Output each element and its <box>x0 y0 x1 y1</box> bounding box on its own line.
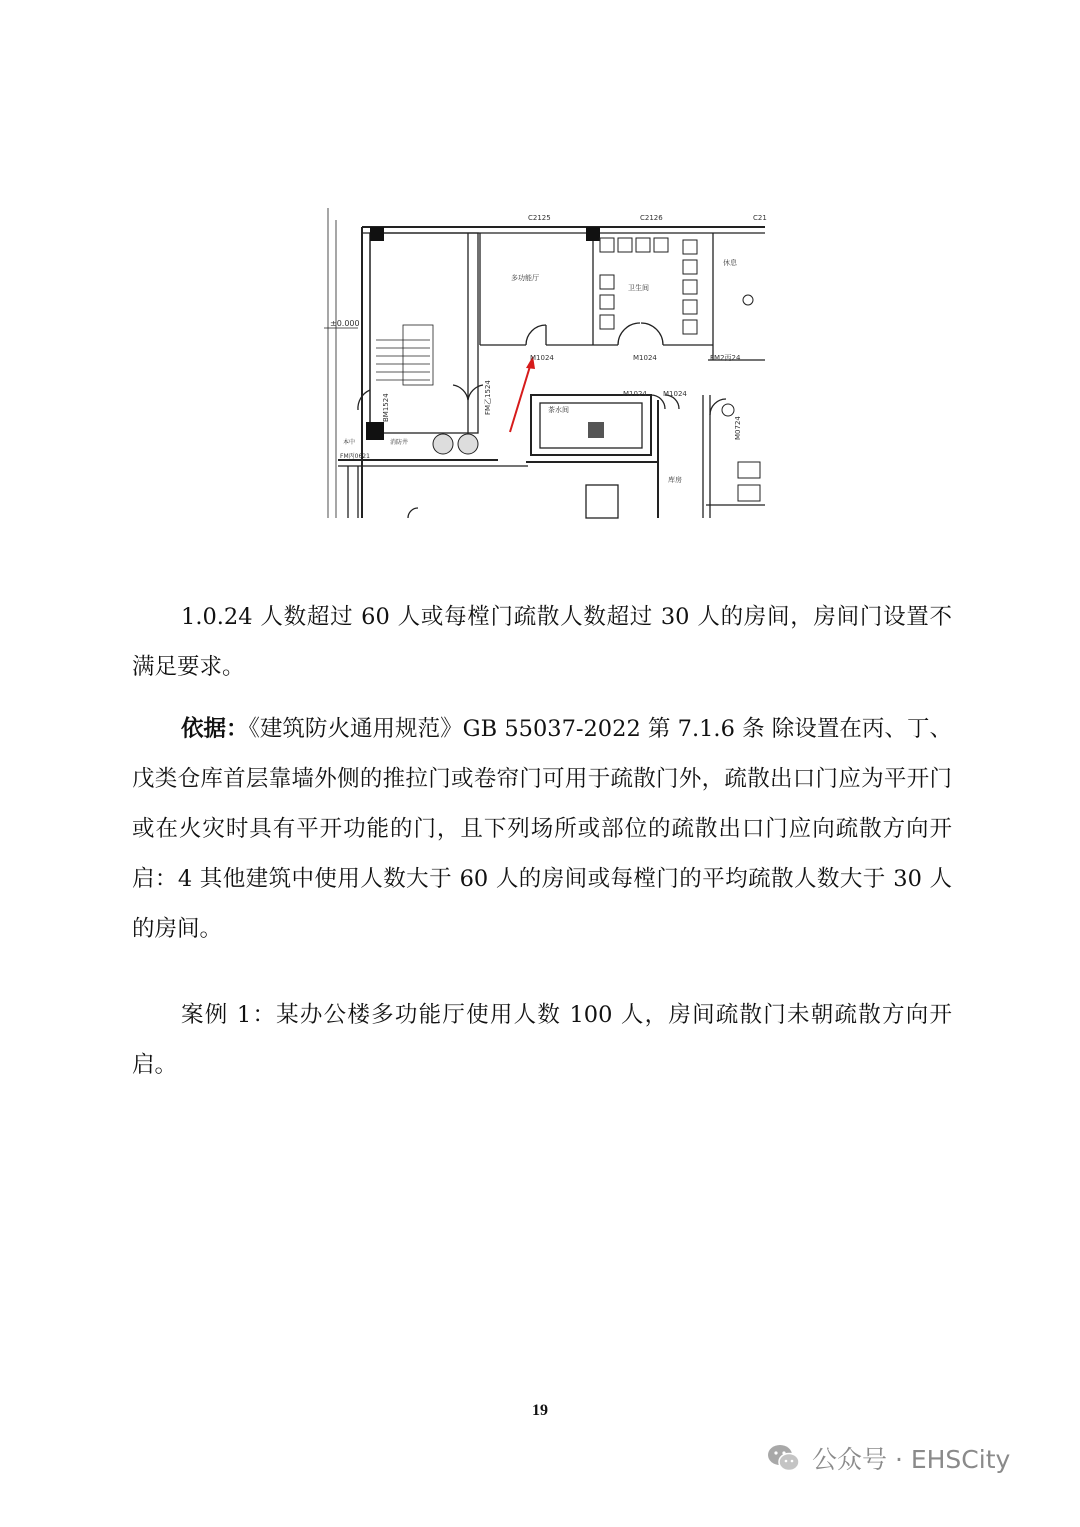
door-label: M1024 <box>663 390 687 398</box>
wechat-icon <box>764 1438 804 1478</box>
room-label: 消防井 <box>390 439 409 446</box>
level-label: ±0.000 <box>330 319 360 328</box>
paragraph-basis <box>132 704 952 954</box>
floor-plan-drawing <box>318 200 765 518</box>
watermark-text: 公众号 · EHSCity <box>812 1445 1011 1474</box>
room-label: 本中 <box>343 439 356 446</box>
door-label: M0724 <box>734 416 742 440</box>
paragraph-case <box>132 990 952 1090</box>
window-label: C2125 <box>528 214 551 222</box>
door-label: M1024 <box>633 354 657 362</box>
door-label: M1024 <box>623 390 647 398</box>
case-text: 案例 1：某办公楼多功能厅使用人数 100 人，房间疏散门未朝疏散方向开启。 <box>132 1002 952 1078</box>
window-label: C2126 <box>640 214 663 222</box>
requirement-text: 1.0.24 人数超过 60 人或每樘门疏散人数超过 30 人的房间，房间门设置不满足要求。 <box>132 604 952 680</box>
basis-label: 依据： <box>181 716 249 742</box>
watermark <box>764 1436 1010 1480</box>
room-label: 休息 <box>723 259 737 267</box>
door-label: FM丙0621 <box>340 453 370 460</box>
window-label: C21 <box>753 214 767 222</box>
room-label: 多功能厅 <box>511 274 539 282</box>
door-label: FM2丙24 <box>710 354 741 362</box>
door-label: BM1524 <box>382 393 390 422</box>
door-label: FM乙1524 <box>484 380 492 415</box>
floor-plan-figure <box>318 200 765 518</box>
page-number: 19 <box>532 1402 548 1419</box>
basis-text <box>132 704 952 954</box>
room-label: 库房 <box>668 476 682 484</box>
room-label: 茶水间 <box>548 406 569 414</box>
paragraph-requirement <box>132 592 952 692</box>
room-label: 卫生间 <box>628 284 649 292</box>
basis-body: 《建筑防火通用规范》GB 55037-2022 第 7.1.6 条 除设置在丙、丁、戊类仓库首层靠墙外侧的推拉门或卷帘门可用于疏散门外，疏散出口门应为平开门或在火灾时具有平开功能的门，且下列场所或部位的疏散出口门应向疏散方向开启：4 其他建筑中使用人数大于 60 人的房间或每樘门的平均疏散人数大于 30 人的房间。 <box>132 716 952 942</box>
door-label: M1024 <box>530 354 554 362</box>
